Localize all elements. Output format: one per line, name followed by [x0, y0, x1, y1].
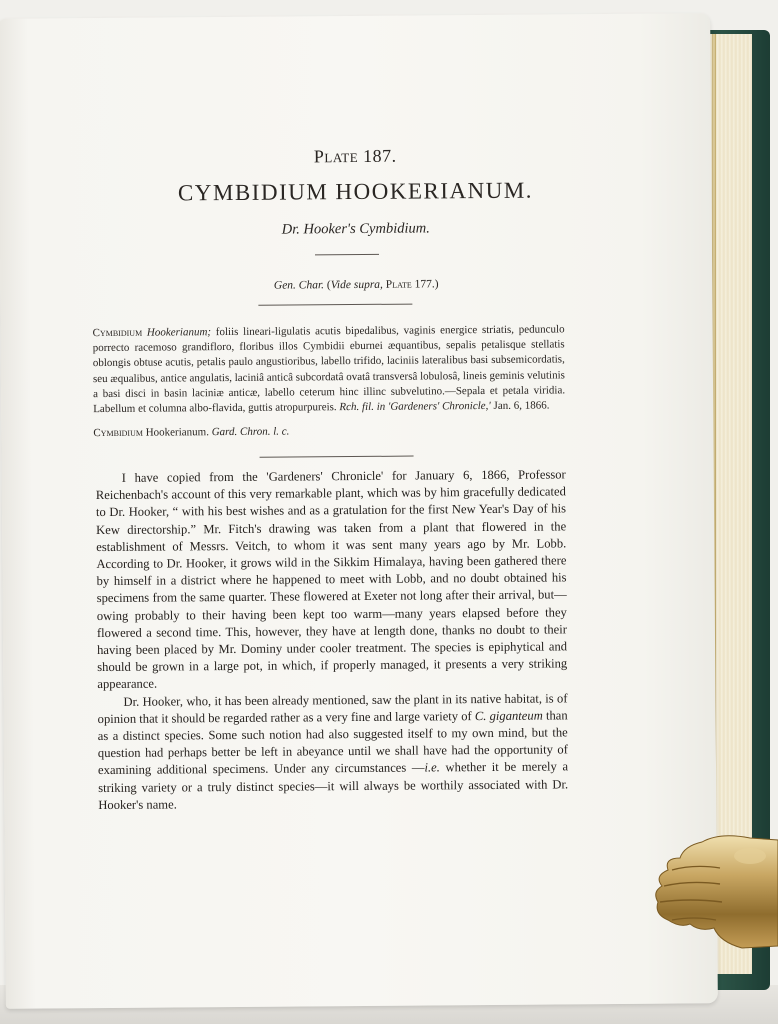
- synonym-line: [93, 423, 565, 439]
- divider-rule: [315, 254, 379, 256]
- genus-character-line: [0, 276, 712, 294]
- diagnosis-genus: Cymbidium: [92, 326, 143, 340]
- diagnosis-citation: Rch. fil. in 'Gardeners' Chronicle,': [339, 399, 491, 414]
- brass-hand-clip: [650, 828, 778, 954]
- synonym-ref: Gard. Chron. l. c.: [211, 425, 290, 439]
- paragraph: I have copied from the 'Gardeners' Chronicle' for January 6, 1866, Professor Reichenbach's account of this very remarkable plant, which was by him gracefully dedicated to Dr. Hooker, “ with his best wishes and as a gratulation for the first New Year's Day of his Kew directorship.” Mr. Fitch's drawing was taken from a plant that flowered in the establishment of Messrs. Veitch, to whom it was sent many years ago by Mr. Lobb. According to Dr. Hooker, it grows wild in the Sikkim Himalaya, having been gathered there by himself in a district where he happened to meet with Lobb, and no doubt obtained his specimens from the same quarter. These flowered at Exeter not long after their arrival, but—owing probably to their having been kept too warm—many years elapsed before they flowered a second time. This, however, they have at length done, thanks no doubt to their having been placed by Mr. Dominy under cooler treatment. The species is epiphytical and should be grown in a large pot, in which, if properly managed, it presents a very striking appearance.: [95, 467, 568, 692]
- body-text: [96, 466, 569, 814]
- synonym-genus: Cymbidium: [93, 426, 143, 440]
- paragraph: Dr. Hooker, who, it has been already mentioned, saw the plant in its native habitat, is of opinion that it should be regarded rather as a very fine and large variety of C. giganteum than as a distinct species. Some such notion had also suggested itself to my own mind, but the question had perhaps better be left in abeyance until we shall have had the opportunity of examining additional specimens. Under any circumstances —i.e. whether it be merely a striking variety or a truly distinct species—it will always be worthily associated with Dr. Hooker's name.: [97, 691, 569, 812]
- divider-rule: [260, 456, 414, 458]
- page-title: CYMBIDIUM HOOKERIANUM.: [177, 177, 534, 206]
- genchar-label: Gen. Char.: [273, 279, 325, 292]
- plate-number: Plate 187.: [313, 145, 397, 167]
- book-page: [0, 13, 718, 1009]
- diagnosis-text: foliis lineari-ligulatis acutis bipedalibus, vaginis energice striatis, pedunculo porrecto racemoso grandifloro, floribus illos Cymbidii eburnei æquantibus, sepalis petalisque stellatis oblongis obtuse acutis, petalis paulo angustioribus, labello trifido, laciniis lateralibus basi subsemicordatis, seu æqualibus, antice angulatis, laciniâ anticâ subcordatâ ovatâ transversâ lobulosâ, lineis geminis velutinis a basi disci in basin laciniæ anticæ, labello ceterum hinc illinc subvelutino.—Sepala et petala viridia. Labellum et columna albo-flavida, guttis atropurpureis.: [92, 323, 566, 416]
- diagnosis-citation-date: Jan. 6, 1866.: [493, 399, 550, 412]
- page-subtitle: Dr. Hooker's Cymbidium.: [281, 220, 430, 238]
- genchar-plate-ref: Plate 177.): [385, 278, 439, 291]
- latin-diagnosis: [93, 322, 566, 417]
- divider-rule: [258, 304, 412, 306]
- diagnosis-species: Hookerianum;: [146, 326, 212, 339]
- genchar-ref: (Vide supra,: [326, 278, 383, 292]
- synonym-species: Hookerianum.: [145, 426, 209, 439]
